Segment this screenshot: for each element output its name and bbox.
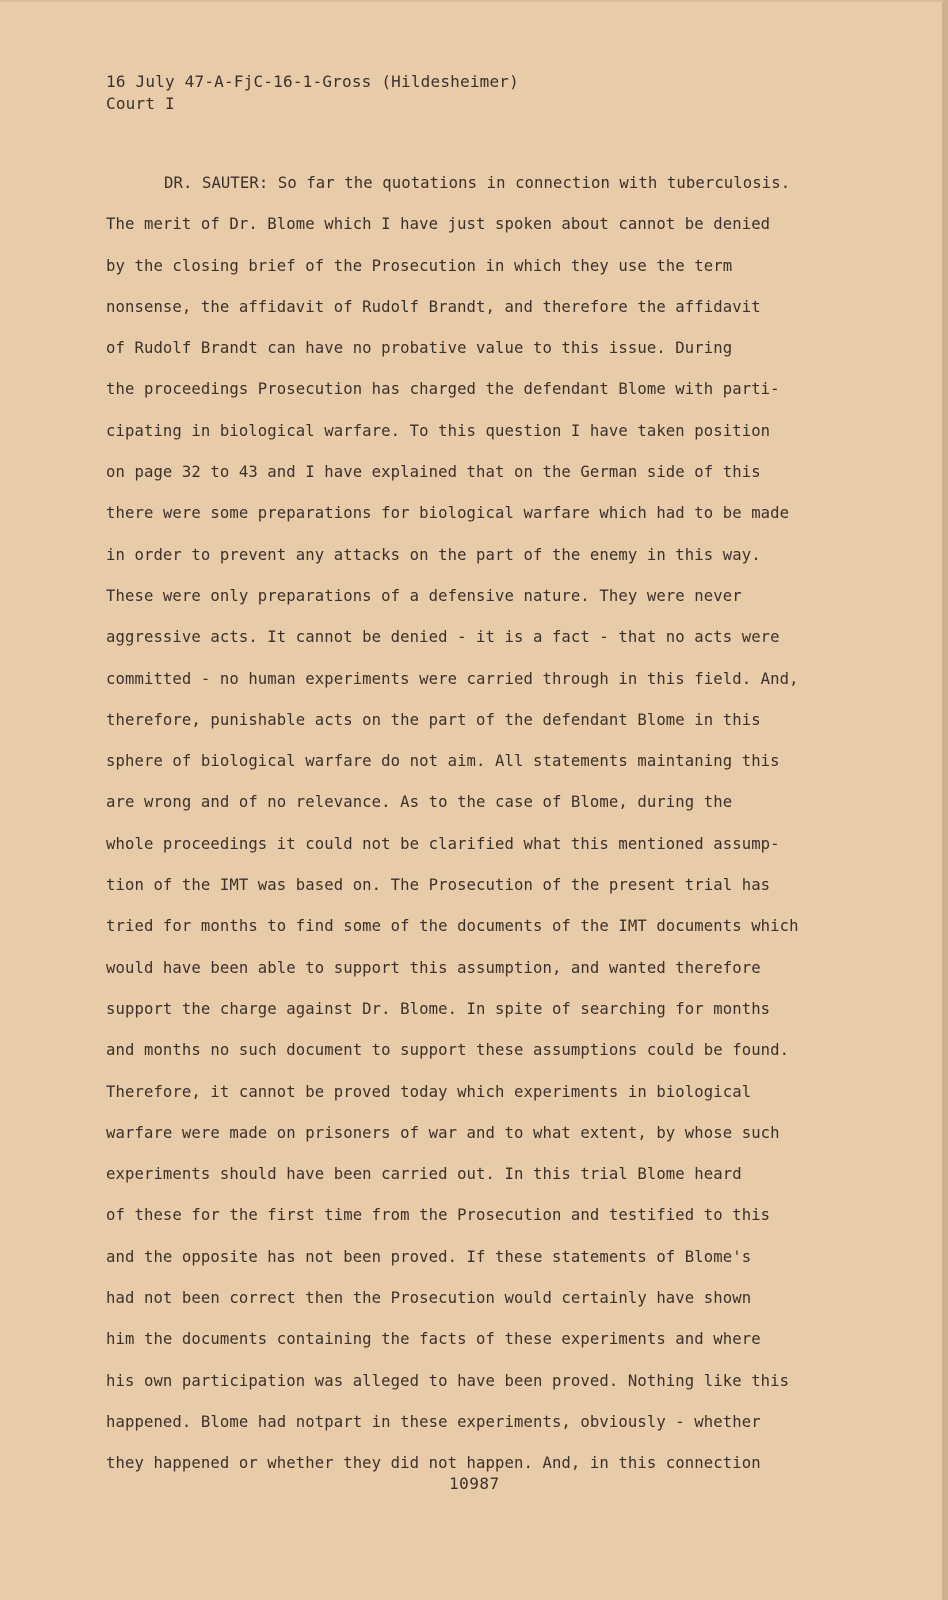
text-line: the proceedings Prosecution has charged the defendant Blome with parti- <box>106 380 780 399</box>
text-line: experiments should have been carried out. In this trial Blome heard <box>106 1165 742 1184</box>
text-line: happened. Blome had notpart in these experiments, obviously - whether <box>106 1412 761 1431</box>
text-line: tried for months to find some of the documents of the IMT documents which <box>106 917 799 936</box>
text-line: on page 32 to 43 and I have explained that on the German side of this <box>106 463 761 482</box>
text-line: sphere of biological warfare do not aim. All statements maintaning this <box>106 752 780 771</box>
reference-line: 16 July 47-A-FjC-16-1-Gross (Hildesheimer) <box>106 72 519 91</box>
text-line: therefore, punishable acts on the part of the defendant Blome in this <box>106 710 761 729</box>
text-line: in order to prevent any attacks on the part of the enemy in this way. <box>106 545 761 564</box>
court-line: Court I <box>106 94 175 113</box>
text-line: are wrong and of no relevance. As to the case of Blome, during the <box>106 793 733 812</box>
text-line: by the closing brief of the Prosecution in which they use the term <box>106 256 733 275</box>
text-line: The merit of Dr. Blome which I have just spoken about cannot be denied <box>106 215 771 234</box>
page-number: 10987 <box>449 1474 500 1493</box>
text-line: they happened or whether they did not happen. And, in this connection <box>106 1454 761 1473</box>
transcript-body <box>106 172 866 1494</box>
text-line: him the documents containing the facts of these experiments and where <box>106 1330 761 1349</box>
text-line: there were some preparations for biological warfare which had to be made <box>106 504 790 523</box>
text-line: whole proceedings it could not be clarified what this mentioned assump- <box>106 834 780 853</box>
text-line: aggressive acts. It cannot be denied - it is a fact - that no acts were <box>106 628 780 647</box>
text-line: cipating in biological warfare. To this question I have taken position <box>106 421 771 440</box>
text-line: had not been correct then the Prosecution would certainly have shown <box>106 1289 752 1308</box>
text-line: nonsense, the affidavit of Rudolf Brandt, and therefore the affidavit <box>106 297 761 316</box>
text-line: DR. SAUTER: So far the quotations in connection with tuberculosis. <box>164 174 791 192</box>
text-line: and months no such document to support these assumptions could be found. <box>106 1041 790 1060</box>
text-line: of these for the first time from the Prosecution and testified to this <box>106 1206 771 1225</box>
text-line: Therefore, it cannot be proved today which experiments in biological <box>106 1082 752 1101</box>
text-line: would have been able to support this assumption, and wanted therefore <box>106 958 761 977</box>
text-line: tion of the IMT was based on. The Prosecution of the present trial has <box>106 876 771 895</box>
text-line: support the charge against Dr. Blome. In spite of searching for months <box>106 999 771 1018</box>
text-line: committed - no human experiments were carried through in this field. And, <box>106 669 799 688</box>
text-line: his own participation was alleged to have been proved. Nothing like this <box>106 1371 790 1390</box>
document-header <box>106 71 519 115</box>
text-line: of Rudolf Brandt can have no probative value to this issue. During <box>106 339 733 358</box>
text-line: and the opposite has not been proved. If these statements of Blome's <box>106 1247 752 1266</box>
text-line: These were only preparations of a defensive nature. They were never <box>106 586 742 605</box>
text-line: warfare were made on prisoners of war and to what extent, by whose such <box>106 1123 780 1142</box>
